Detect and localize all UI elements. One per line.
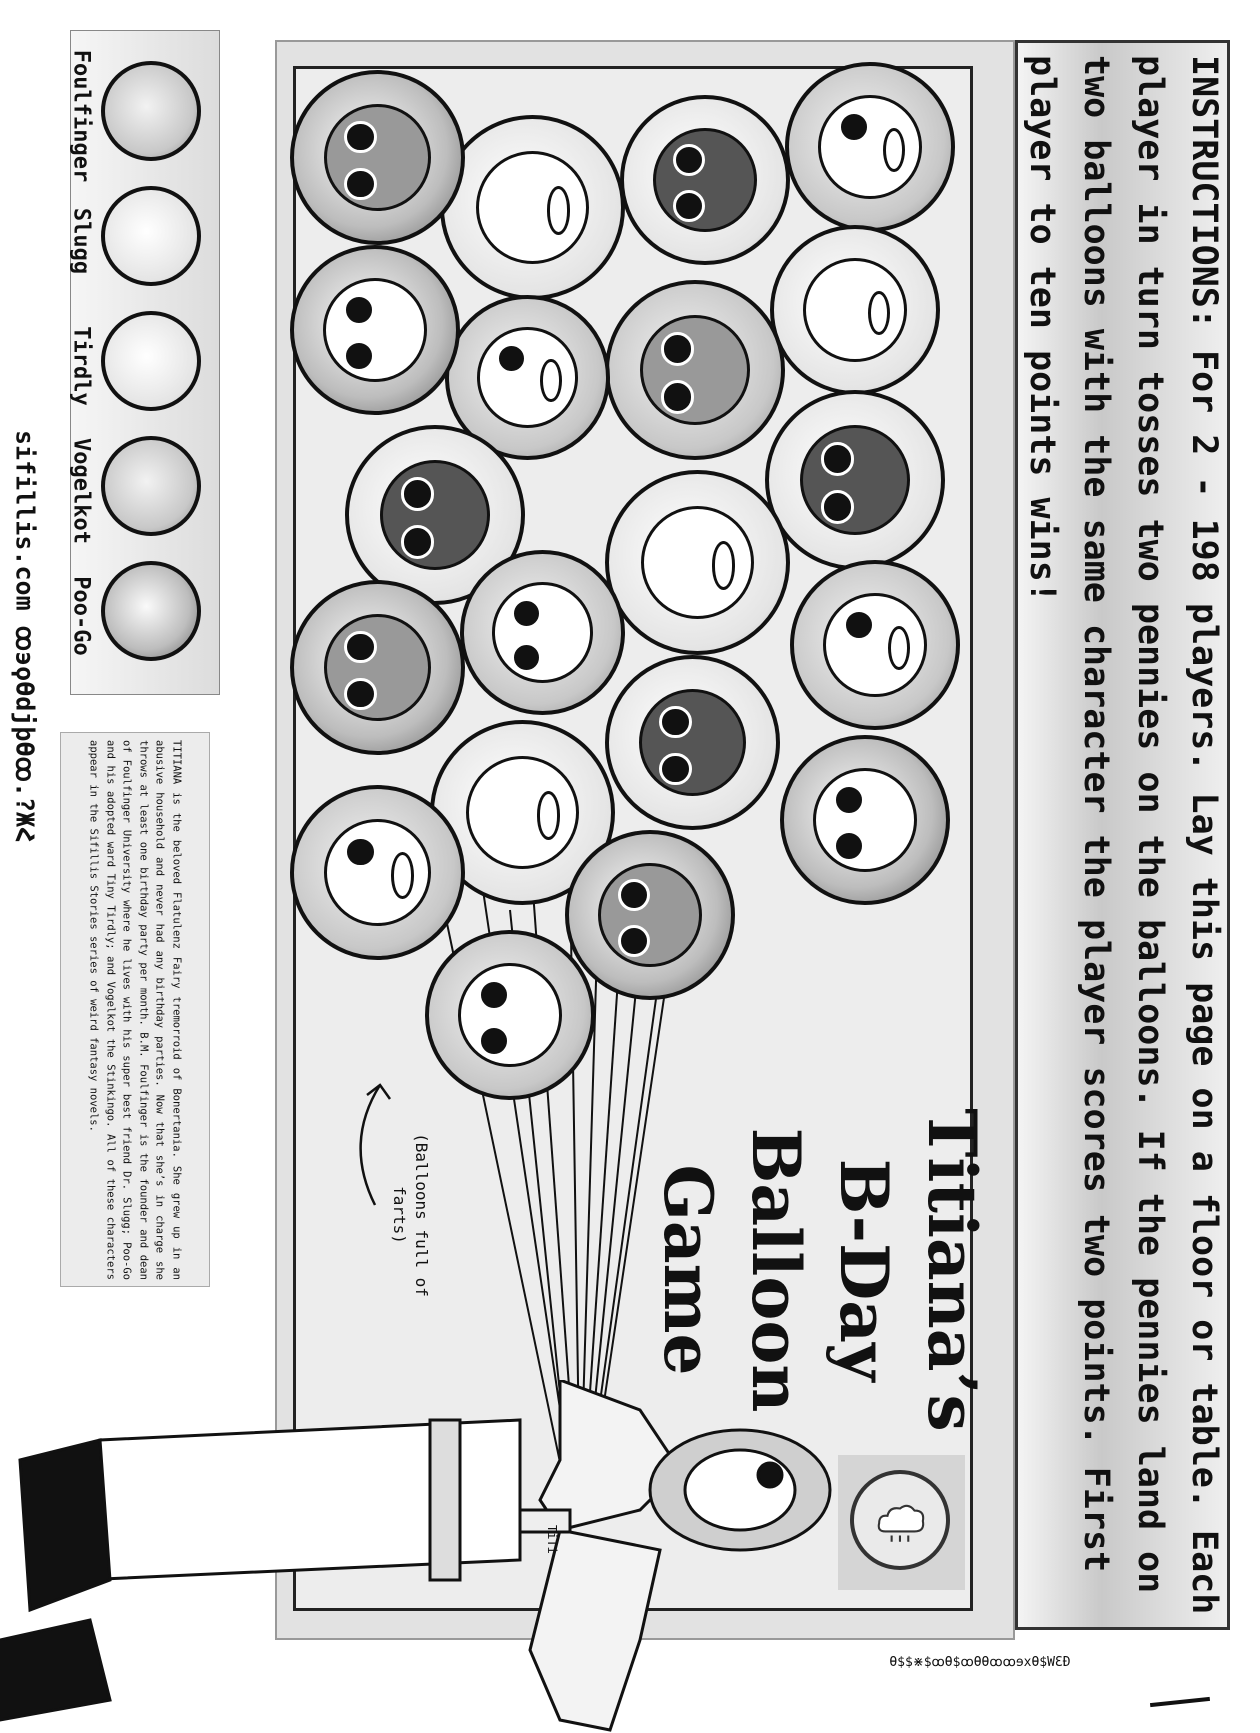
fairy-titiana-figure	[0, 1380, 960, 1733]
dash-mark	[1150, 1697, 1210, 1707]
instructions-text: INSTRUCTIONS: For 2 - 198 players. Lay this page on a floor or table. Each player in turn tosses two pennies on the balloons. If the pennies land on two balloons with the same character the player scores two points. First player to ten points wins!	[1021, 55, 1224, 1615]
legend-label: Tirdly	[68, 326, 94, 406]
legend-portrait-foulfinger	[101, 61, 201, 161]
legend-portrait-slugg	[101, 186, 201, 286]
legend-item-tirdly	[68, 301, 221, 426]
title-line-4: Game	[649, 1164, 727, 1376]
glyph-string: Ѳ$$⋇$ꝏѲ$ꝏѲѲꝏꝏɘxѲ$WƐƉ	[889, 1655, 1071, 1670]
balloon-vogelkot[interactable]	[425, 930, 595, 1100]
title-line-3: Balloon	[737, 1127, 815, 1413]
legend-item-vogelkot	[68, 426, 221, 551]
balloon-tirdly[interactable]	[605, 655, 780, 830]
balloon-poo-go[interactable]	[565, 830, 735, 1000]
legend-portrait-poo-go	[101, 561, 201, 661]
arrow-icon	[345, 1075, 415, 1215]
title-line-2: B-Day	[825, 1158, 903, 1382]
fairy-tag: TiTi	[545, 1525, 559, 1554]
instructions-panel	[1015, 40, 1230, 1630]
legend-item-foulfinger	[68, 49, 221, 183]
balloon-vogelkot[interactable]	[780, 735, 950, 905]
balloon-foulfinger[interactable]	[790, 560, 960, 730]
balloon-vogelkot[interactable]	[460, 550, 625, 715]
balloon-slugg[interactable]	[605, 470, 790, 655]
legend-label: Poo-Go	[68, 576, 94, 656]
balloon-slugg[interactable]	[770, 225, 940, 395]
legend-portrait-tirdly	[101, 311, 201, 411]
site-url-text: sifillis.com ꝏ϶ϙѲdϳϸѲꝏ.?ЖՀ	[10, 430, 40, 843]
balloon-tirdly[interactable]	[765, 390, 945, 570]
balloon-poo-go[interactable]	[290, 70, 465, 245]
balloon-vogelkot[interactable]	[290, 245, 460, 415]
balloon-poo-go[interactable]	[605, 280, 785, 460]
bio-text: TITIANA is the beloved Flatulenz Fairy tremorroid of Bonertania. She grew up in an abusive household and never had any birthday parties. Now that she’s in charge she throws at least one birthday party per month. B.M. Foulfinger is the founder and dean of Foulfinger University where he lives with his super best friend Dr. Slugg; Poo-Go and his adopted ward Tiny Tirdly; and Vogelkot the Stinkingo. All of these characters appear in the Sifillis Stories series of weird fantasy novels.	[88, 739, 183, 1280]
balloon-foulfinger[interactable]	[785, 62, 955, 232]
bio-panel	[60, 732, 210, 1287]
balloon-foulfinger[interactable]	[290, 785, 465, 960]
balloon-poo-go[interactable]	[290, 580, 465, 755]
balloon-tirdly[interactable]	[620, 95, 790, 265]
legend-portrait-vogelkot	[101, 436, 201, 536]
legend-label: Slugg	[68, 207, 94, 275]
legend-item-poo-go	[68, 551, 221, 676]
character-legend	[70, 30, 220, 695]
legend-label: Foulfinger	[68, 49, 94, 183]
site-url	[0, 430, 50, 1030]
balloon-slugg[interactable]	[440, 115, 625, 300]
legend-item-slugg	[68, 176, 221, 301]
legend-label: Vogelkot	[68, 438, 94, 544]
balloons-note-text: (Balloons full of farts)	[390, 1133, 431, 1297]
title-line-1: Titiana’s	[913, 1108, 991, 1432]
